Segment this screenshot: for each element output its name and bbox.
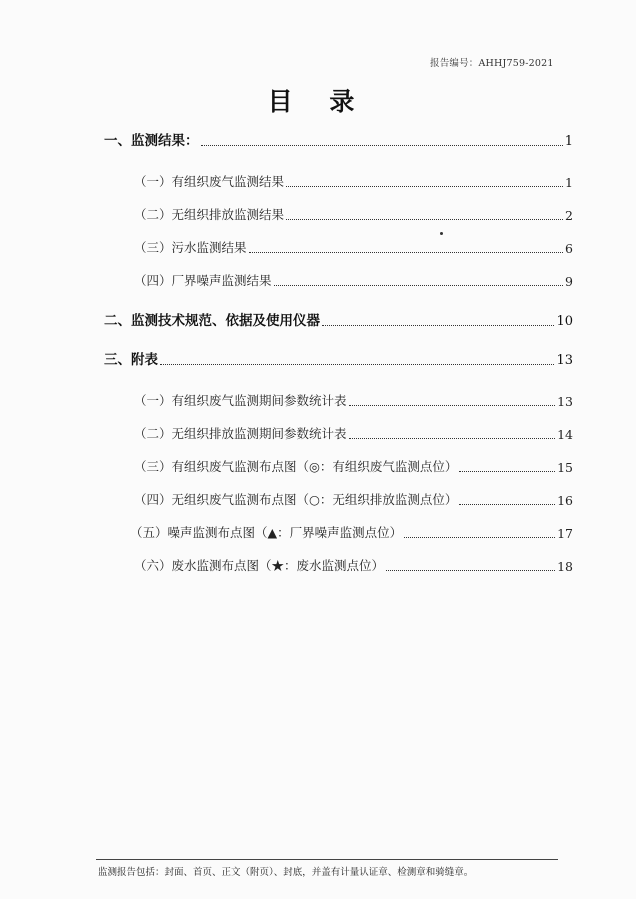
page-title: 目 录: [267, 87, 369, 116]
leader-dots: [404, 537, 555, 538]
toc-entry-page: 13: [556, 353, 573, 368]
footer-note: 监测报告包括：封面、首页、正文（附页）、封底，并盖有计量认证章、检测章和骑缝章。: [98, 867, 474, 878]
leader-dots: [286, 219, 563, 220]
report-number: 报告编号：AHHJ759-2021: [430, 58, 554, 69]
toc-entry-label: 二、监测技术规范、依据及使用仪器: [104, 313, 320, 329]
leader-dots: [322, 325, 554, 326]
footer-divider: [96, 859, 558, 860]
leader-dots: [459, 471, 555, 472]
toc-entry-page: 14: [557, 427, 573, 442]
toc-entry-3-3[interactable]: [134, 457, 573, 475]
toc-entry-3-4[interactable]: [134, 490, 573, 508]
toc-entry-label: 一、监测结果：: [104, 133, 199, 149]
leader-dots: [459, 504, 555, 505]
toc-entry-3-6[interactable]: [134, 556, 573, 574]
toc-entry-page: 13: [557, 394, 573, 409]
leader-dots: [386, 570, 555, 571]
toc-entry-page: 17: [557, 526, 573, 541]
toc-entry-page: 16: [557, 493, 573, 508]
toc-entry-page: 10: [556, 314, 573, 329]
toc-entry-1-2[interactable]: [134, 205, 573, 223]
toc-entry-label: （五）噪声监测布点图（▲：厂界噪声监测点位）: [130, 525, 403, 540]
leader-dots: [349, 405, 556, 406]
toc-entry-page: 18: [557, 559, 573, 574]
toc-entry-page: 2: [565, 208, 573, 223]
toc-entry-1-1[interactable]: [134, 172, 573, 190]
toc-entry-page: 9: [565, 274, 573, 289]
toc-entry-label: 三、附表: [104, 352, 158, 368]
toc-entry-label: （一）有组织废气监测结果: [134, 174, 285, 189]
toc-entry-label: （二）无组织排放监测期间参数统计表: [134, 426, 347, 441]
toc-entry-1-3[interactable]: [134, 238, 573, 256]
toc-entry-3-2[interactable]: [134, 424, 573, 442]
toc-entry-label: （一）有组织废气监测期间参数统计表: [134, 393, 347, 408]
toc-entry-1-4[interactable]: [134, 271, 573, 289]
toc-entry-1[interactable]: [104, 131, 573, 149]
toc-entry-page: 15: [557, 460, 573, 475]
leader-dots: [249, 252, 564, 253]
leader-dots: [349, 438, 556, 439]
toc-entry-3[interactable]: [104, 350, 573, 368]
toc-entry-label: （二）无组织排放监测结果: [134, 207, 285, 222]
toc-entry-label: （三）有组织废气监测布点图（◎：有组织废气监测点位）: [134, 459, 458, 474]
toc-entry-label: （四）无组织废气监测布点图（○：无组织排放监测点位）: [134, 492, 458, 507]
toc-entry-label: （四）厂界噪声监测结果: [134, 273, 272, 288]
toc-entry-2[interactable]: [104, 311, 573, 329]
leader-dots: [274, 285, 564, 286]
toc-entry-3-1[interactable]: [134, 391, 573, 409]
toc-entry-label: （三）污水监测结果: [134, 240, 247, 255]
toc-entry-page: 1: [564, 134, 573, 149]
toc-entry-label: （六）废水监测布点图（★：废水监测点位）: [134, 558, 385, 573]
toc-entry-page: 6: [565, 241, 573, 256]
toc-entry-3-5[interactable]: [130, 523, 573, 541]
scan-speck: [440, 232, 443, 235]
leader-dots: [286, 186, 563, 187]
leader-dots: [160, 364, 554, 365]
leader-dots: [201, 145, 563, 146]
toc-entry-page: 1: [565, 175, 573, 190]
